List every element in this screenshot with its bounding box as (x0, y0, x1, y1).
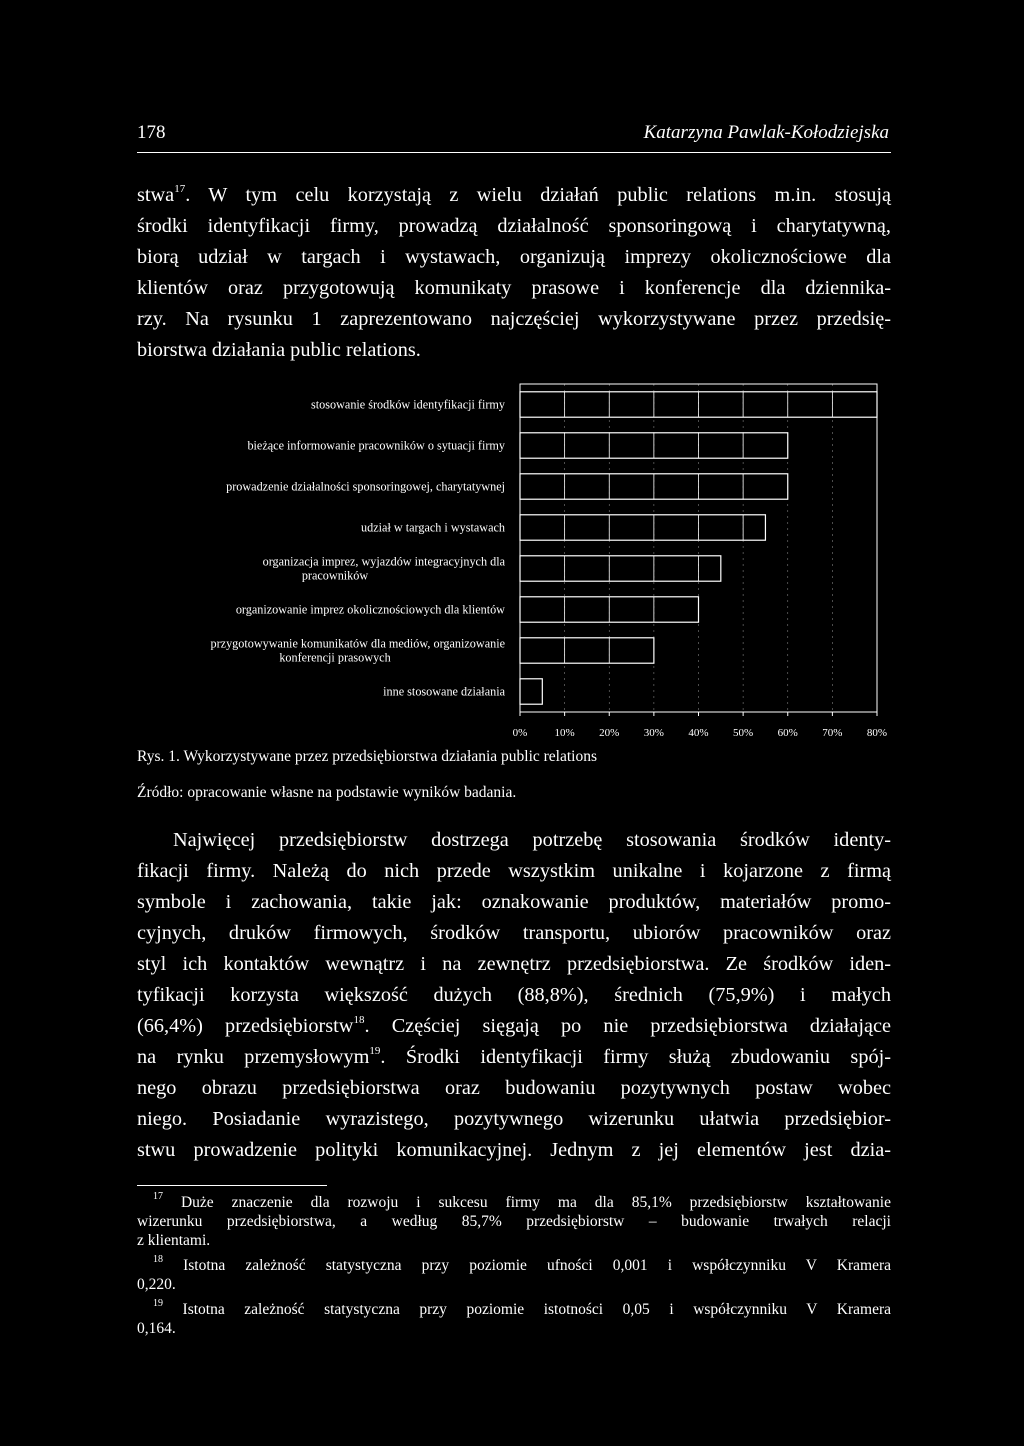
figure-source: Źródło: opracowanie własne na podstawie wyników badania. (137, 784, 517, 801)
footnote-line: $^{18}$ Istotna zależność statystyczna przy poziomie ufności 0,001 i współczynniku V Kramera (153, 1254, 891, 1274)
footnote-line: $^{19}$ Istotna zależność statystyczna przy poziomie istotności 0,05 i współczynniku V Kramera (153, 1298, 891, 1318)
category-label: stosowanie środków identyfikacji firmy (311, 397, 505, 412)
bar-5 (520, 556, 721, 581)
text-line: stwa$^{17}$. W tym celu korzystają z wielu działań public relations m.in. stosują (137, 183, 891, 206)
footnote-ref-19[interactable]: 19 (369, 1045, 381, 1057)
category-label: przygotowywanie komunikatów dla mediów, organizowanie (210, 636, 505, 651)
text-line: na rynku przemysłowym$^{19}$. Środki identyfikacji firmy służą zbudowaniu spój- (137, 1045, 891, 1068)
text-line: biorstwa działania public relations. (137, 339, 421, 361)
category-label: udział w targach i wystawach (361, 520, 505, 535)
category-label: konferencji prasowych (279, 650, 391, 665)
category-label: organizacja imprez, wyjazdów integracyjnych dla (262, 554, 505, 569)
bar-8 (520, 679, 542, 704)
footnote-line: $^{17}$ Duże znaczenie dla rozwoju i sukcesu firmy ma dla 85,1% przedsiębiorstw kształtowanie (153, 1191, 891, 1211)
x-tick-label: 0% (512, 727, 528, 739)
footnote-line: z klientami. (137, 1232, 211, 1249)
footnote-ref-17[interactable]: 17 (174, 183, 186, 195)
footnote-ref-18[interactable]: 18 (353, 1014, 365, 1026)
x-tick-label: 30% (643, 727, 664, 739)
x-tick-label: 80% (866, 727, 888, 739)
text-line: środki identyfikacji firmy, prowadzą działalność sponsoringową i charytatywną, (137, 215, 891, 237)
text-line: klientów oraz przygotowują komunikaty prasowe i konferencje dla dziennika- (137, 277, 891, 299)
x-tick-label: 40% (688, 727, 709, 739)
text-line: symbole i zachowania, takie jak: oznakowanie produktów, materiałów promo- (137, 891, 891, 913)
footnote-line: wizerunku przedsiębiorstwa, a według 85,7% przedsiębiorstw – budowanie trwałych relacji (137, 1213, 891, 1230)
page-number: 178 (137, 122, 166, 143)
text-line: Najwięcej przedsiębiorstw dostrzega potrzebę stosowania środków identy- (173, 829, 891, 851)
text-line: (66,4%) przedsiębiorstw$^{18}$. Częściej sięgają po nie przedsiębiorstwa działające (137, 1014, 891, 1037)
text-line: biorą udział w targach i wystawach, organizują imprezy okolicznościowe dla (137, 246, 891, 268)
text-line: tyfikacji korzysta większość dużych (88,8%), średnich (75,9%) i małych (137, 984, 891, 1006)
category-label: bieżące informowanie pracowników o sytuacji firmy (247, 438, 505, 453)
footnote-line: 0,220. (137, 1276, 176, 1293)
footnote-separator (137, 1185, 327, 1186)
x-tick-label: 60% (777, 727, 798, 739)
bar-7 (520, 638, 654, 663)
text-line: fikacji firmy. Należą do nich przede wszystkim unikalne i kojarzone z firmą (137, 860, 891, 882)
body-paragraph (137, 825, 891, 1166)
footnote-18 (137, 1256, 891, 1294)
footnote-17 (137, 1193, 891, 1250)
category-label: prowadzenie działalności sponsoringowej, charytatywnej (226, 479, 505, 494)
category-label: inne stosowane działania (383, 684, 505, 699)
category-label: organizowanie imprez okolicznościowych dla klientów (235, 602, 505, 617)
x-tick-label: 10% (554, 727, 575, 739)
footnote-line: 0,164. (137, 1320, 176, 1337)
x-tick-label: 50% (733, 727, 754, 739)
text-line: rzy. Na rysunku 1 zaprezentowano najczęściej wykorzystywane przez przedsię- (137, 308, 891, 330)
category-label: pracowników (301, 568, 369, 583)
footnote-19 (137, 1300, 891, 1338)
x-tick-label: 70% (822, 727, 843, 739)
text-line: styl ich kontaktów wewnątrz i na zewnętrz przedsiębiorstwa. Ze środków iden- (137, 953, 891, 975)
bar-4 (520, 515, 765, 540)
text-line: stwu prowadzenie polityki komunikacyjnej. Jednym z jej elementów jest dzia- (137, 1139, 891, 1161)
text-line: niego. Posiadanie wyrazistego, pozytywnego wizerunku ułatwia przedsiębior- (137, 1108, 891, 1130)
text-line: nego obrazu przedsiębiorstwa oraz budowaniu pozytywnych postaw wobec (137, 1077, 891, 1099)
text-line: cyjnych, druków firmowych, środków transportu, ubiorów pracowników oraz (137, 922, 891, 944)
author-running-head: Katarzyna Pawlak-Kołodziejska (643, 122, 889, 143)
figure-caption: Rys. 1. Wykorzystywane przez przedsiębiorstwa działania public relations (137, 748, 597, 765)
x-tick-label: 20% (599, 727, 620, 739)
